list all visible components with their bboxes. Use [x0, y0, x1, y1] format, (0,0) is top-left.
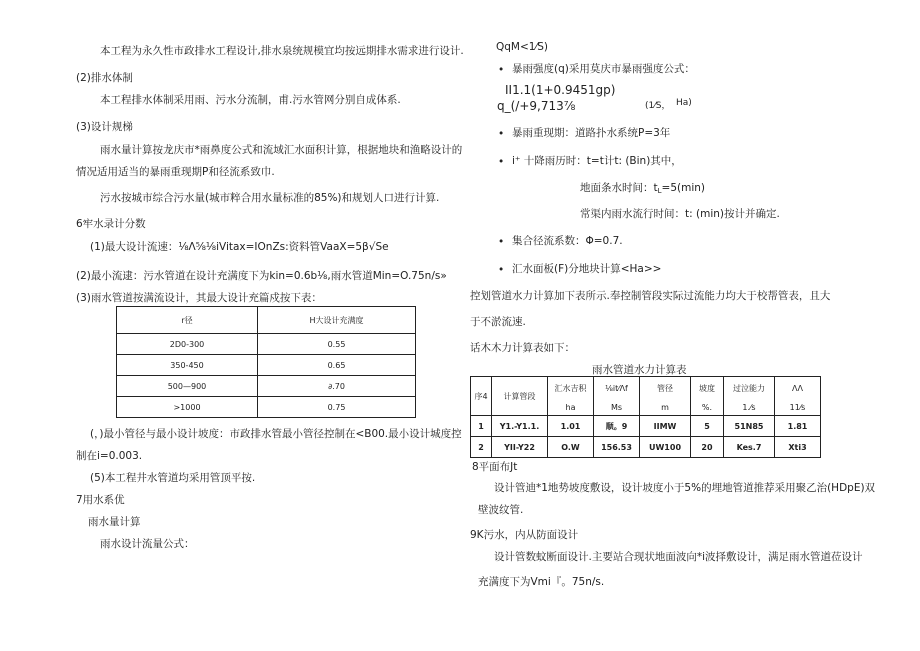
intensity-line: 暴雨强度(q)采用莫庆市暴雨强度公式： [512, 63, 695, 75]
min-velocity-line: (2)最小流逮：污水管道在设计充满度下为kin=0.6b⅛,雨水管道Min=O.75n/s» [76, 270, 447, 282]
table-cell: 顺。9 [594, 416, 640, 437]
heading-rain-system: 7用水系优 [76, 494, 125, 506]
catchment-area-line: 汇水面板(F)分地块计算<Ha>> [512, 263, 662, 275]
design-scale-line-2: 情况适用适当的暴雨重现期P和径流系致巾. [76, 166, 275, 178]
table-cell: Xti3 [775, 437, 821, 458]
max-velocity-line: (1)最大设计流速：⅛Λ⅝⅛iVitax=IOnZs:资料管VaaX=5β√Se [90, 241, 389, 253]
header-cell: r径 [117, 307, 258, 334]
heading-calc-params: 6牢水录计分数 [76, 218, 146, 230]
table-cell: 500—900 [117, 376, 258, 397]
table-cell: 51N85 [724, 416, 775, 437]
header-cell: H大设计充满度 [258, 307, 416, 334]
table-cell: 0.65 [258, 355, 416, 376]
formula-numerator: II1.1(1+0.9451gp) [505, 83, 616, 97]
return-period-line: 暴雨重现期：道路扑水系统P=3年 [512, 127, 671, 139]
table-cell: YII-Y22 [492, 437, 548, 458]
pipe-top-line: (5)本工程井水管道均采用管顶平按. [90, 472, 256, 484]
header-cell: 坡度 [691, 377, 724, 400]
runoff-coef-line: 集合径流系数：Φ=0.7. [512, 235, 623, 247]
table-row [117, 397, 416, 418]
table-cell: 20 [691, 437, 724, 458]
table-row [117, 355, 416, 376]
table-cell: 5 [691, 416, 724, 437]
formula-unit: (1⁄S， [645, 101, 671, 111]
table-cell: >1000 [117, 397, 258, 418]
table-cell: 1.81 [775, 416, 821, 437]
header-cell: ⅛it⁄Λf [594, 377, 640, 400]
table-row [471, 437, 821, 458]
unit-cell: 1.⁄s [724, 400, 775, 416]
ground-time-label: 地面条水时间：tL=5(min) [580, 182, 706, 195]
pipe-flow-time-line: 常渠内雨水流行时间：t: (min)按计并确定. [580, 208, 780, 220]
flood-line-2: 充满度下为Vmi『。75n/s. [478, 576, 605, 588]
rain-duration-line: i⁺ 十降雨历时：t=t计t: (Bin)其中， [512, 155, 682, 167]
heading-layout: 8平面布Jt [472, 461, 518, 473]
header-cell: 管径 [640, 377, 691, 400]
calc-table-intro: 话木木力计算表如下： [470, 342, 575, 354]
heading-design-scale: (3)设计规梯 [76, 121, 133, 133]
control-calc-line-2: 于不淤流速. [470, 316, 526, 328]
flood-line-1: 设计管数蚊断面设计.主要站合现状地面波向*i波择敷设计，满足雨水管道莅设计 [494, 551, 863, 563]
design-flow-formula: QqM<1⁄S) [496, 41, 548, 53]
header-cell: 过泣能力 [724, 377, 775, 400]
table-row [117, 334, 416, 355]
heading-flood: 9K污水，内从防面设计 [470, 529, 579, 541]
layout-line-1: 设计管迪*1地势坡度敷设，设计坡度小于5%的埋地管道推荐采用聚乙治(HDpE)双 [494, 482, 876, 494]
heading-rain-quantity: 雨水量计算 [88, 516, 141, 528]
intro-paragraph: 本工程为永久性市政排水工程设计,排水泉统规模宜均按远期排水需求进行设计. [100, 45, 464, 57]
formula-unit-ha: Ha) [676, 98, 692, 108]
bullet-marker: • [498, 264, 505, 276]
unit-cell: m [640, 400, 691, 416]
drainage-system-paragraph: 本工程排水体制采用雨、污水分流制，甫.污水管网分别自成体系. [100, 94, 401, 106]
bullet-marker: • [498, 64, 505, 76]
table-row [117, 376, 416, 397]
bullet-marker: • [498, 156, 505, 168]
table-cell: 0.55 [258, 334, 416, 355]
table-cell: Y1.-Y1.1. [492, 416, 548, 437]
table-cell: O.W [548, 437, 594, 458]
design-scale-line-1: 雨水量计算按龙庆市*雨鼻度公式和流域汇水面积计算，根据地块和渔略设计的 [100, 144, 463, 156]
ground-time-value: =5(min) [661, 182, 706, 194]
table-cell: 1 [471, 416, 492, 437]
header-cell: 计算管段 [492, 377, 548, 416]
ground-time-text: 地面条水时间：t [580, 182, 658, 194]
unit-cell: Ms [594, 400, 640, 416]
design-scale-line-3: 污水按城市综合污水量(城市粹合用水量标准的85%)和规划人口进行计算. [100, 192, 440, 204]
table-header-row [117, 307, 416, 334]
header-cell: ΛΛ [775, 377, 821, 400]
min-slope-line-2: 制在i=0.003. [76, 450, 143, 462]
table-cell: Kes.7 [724, 437, 775, 458]
table-cell: 350-450 [117, 355, 258, 376]
rain-formula-intro: 雨水设计流量公式： [100, 538, 195, 550]
fill-ratio-table [116, 306, 416, 418]
bullet-marker: • [498, 236, 505, 248]
table-cell: 1.01 [548, 416, 594, 437]
table-cell: ∂.70 [258, 376, 416, 397]
unit-cell: ha [548, 400, 594, 416]
table-cell: 2 [471, 437, 492, 458]
table-row [471, 416, 821, 437]
table-cell: 0.75 [258, 397, 416, 418]
table-header-row [471, 377, 821, 400]
table-cell: UW100 [640, 437, 691, 458]
table-cell: 156.53 [594, 437, 640, 458]
unit-cell: %. [691, 400, 724, 416]
header-cell: 汇水吉积 [548, 377, 594, 400]
table-cell: 2D0-300 [117, 334, 258, 355]
hydraulic-calc-table [470, 376, 821, 458]
formula-denominator: q_(/+9,713⅞ [497, 99, 576, 113]
fill-ratio-intro: (3)雨水管道按满流设计，其最大设计充篇戍按下表： [76, 292, 322, 304]
heading-drainage-system: (2)排水体制 [76, 72, 133, 84]
bullet-marker: • [498, 128, 505, 140]
layout-line-2: 壁波纹管. [478, 504, 524, 516]
unit-cell: 11⁄s [775, 400, 821, 416]
table-title: 雨水管道水力计算表 [592, 364, 687, 376]
table-cell: IIMW [640, 416, 691, 437]
control-calc-line-1: 控划管道水力计算加下表所示.奉控制管段实际过流能力均大于校帮管表，且大 [470, 290, 831, 302]
header-cell: 序4 [471, 377, 492, 416]
min-slope-line-1: (，)最小管径与最小设计坡度：市政排水管最小管径控制在<B00.最小设计城度控 [90, 428, 462, 440]
